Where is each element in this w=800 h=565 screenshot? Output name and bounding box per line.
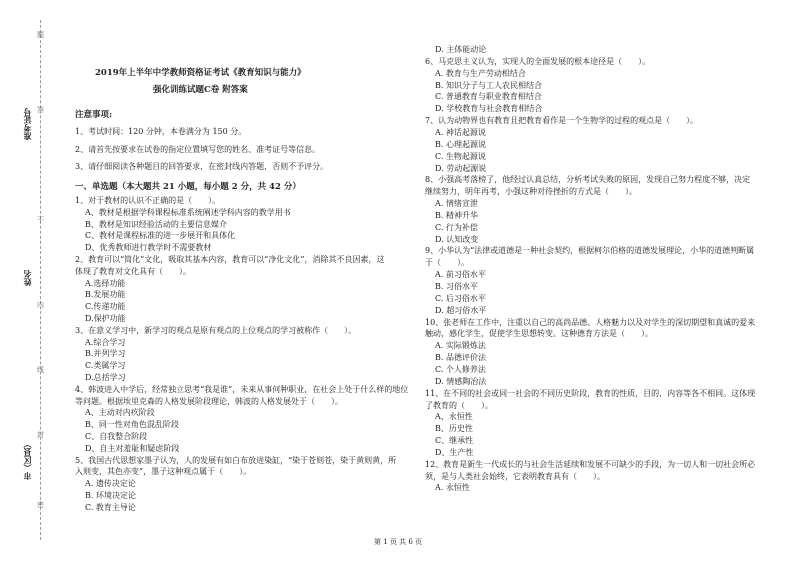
notice-item: 1、考试时间：120 分钟，本卷满分为 150 分。 (75, 127, 247, 136)
question-text: 5、我国古代思想家墨子认为，人的发展有如白布放进染缸，“染于苍则苍，染于黄则黄，所 (75, 455, 397, 465)
seal-char: 线 (37, 366, 44, 374)
answer-option: B. 习俗水平 (435, 282, 478, 291)
question-text: 等问题。根据埃里克森的人格发展阶段理论，韩波的人格发展处于（ ）。 (75, 396, 343, 406)
question-text: 3、在意义学习中，新学习的观点是原有观点的上位观点的学习被称作（ ）。 (75, 325, 357, 335)
seal-char: 封 (37, 431, 44, 439)
question-text: 入则变，其色亦变”，墨子这种观点属于（ ）。 (75, 467, 252, 477)
question-text: 1、对于教材的认识不正确的是（ ）。 (75, 196, 221, 205)
answer-option: A. 情绪宣泄 (435, 199, 478, 209)
page-subtitle: 强化训练试题C卷 附答案 (153, 85, 248, 95)
answer-option: A. 实际锻炼法 (435, 341, 486, 351)
name-label: 姓名 (23, 270, 32, 286)
question-text: 11、在不同的社会或同一社会的不同历史阶段，教育的性质，目的，内容等各不相同。这体现 (425, 388, 756, 398)
answer-option: A. 教育与生产劳动相结合 (435, 68, 526, 78)
answer-option: D.保护功能 (85, 314, 126, 323)
answer-option: B、历史性 (435, 424, 473, 434)
question-text: 触动，感化学生，促使学生思想转变。这种德育方法是（ ）。 (425, 329, 653, 339)
answer-option: A、主动对内疚阶段 (85, 408, 155, 418)
answer-option: D. 主体能动论 (435, 45, 487, 54)
answer-option: C. 普通教育与职业教育相结合 (435, 92, 542, 102)
question-text: 于（ ）。 (425, 258, 469, 268)
answer-option: B. 精神升华 (435, 210, 478, 220)
section-heading: 一、单选题（本大题共 21 小题，每小题 2 分，共 42 分） (75, 182, 301, 192)
page-number: 第 1 页 共 6 页 (374, 538, 423, 546)
exam-number-label: 准考证号 (23, 108, 32, 140)
question-text: 2、教育可以“简化”文化，吸取其基本内容，教育可以“净化文化”，消除其不良因素，这 (75, 255, 385, 264)
answer-option: A. 遗传决定论 (85, 479, 136, 489)
notice-heading: 注意事项: (75, 110, 113, 120)
answer-option: A. 永恒性 (435, 483, 470, 493)
answer-option: C. 个人修养法 (435, 364, 486, 374)
answer-option: A.综合学习 (85, 337, 126, 347)
answer-option: C. 生物起源说 (435, 151, 486, 161)
seal-char: 密 (37, 501, 44, 509)
answer-option: D. 学校教育与社会教育相结合 (435, 104, 543, 114)
question-text: 6、马克思主义认为，实现人的全面发展的根本途径是（ ）。 (425, 56, 651, 66)
question-text: 4、韩波进入中学后，经常独立思考“我是谁”，未来从事何种职业，在社会上处于什么样的地位 (75, 384, 409, 394)
seal-char: 内 (37, 301, 44, 309)
answer-option: D.总括学习 (85, 373, 126, 382)
answer-option: B、教材是知识经验活动的主要信息媒介 (85, 219, 227, 229)
answer-option: D、自主对羞耻和疑虑阶段 (85, 443, 180, 453)
question-text: 9、小华认为“法律或道德是一种社会契约，根据柯尔伯格的道德发展理论，小华的道德判断属 (425, 246, 755, 256)
answer-option: D、生产性 (435, 447, 474, 457)
answer-option: D. 情感陶冶法 (435, 376, 487, 386)
question-text: 体现了教育对文化具有（ ）。 (75, 266, 191, 276)
answer-option: B.发展功能 (85, 290, 126, 300)
answer-option: A.选择功能 (85, 278, 126, 288)
answer-option: D. 超习俗水平 (435, 305, 487, 315)
answer-option: A、永恒性 (435, 412, 473, 422)
answer-option: C. 行为补偿 (435, 222, 478, 232)
notice-item: 2、请首先按要求在试卷的指定位置填写您的姓名、准考证号等信息。 (75, 145, 321, 154)
answer-option: A. 神话起源说 (435, 127, 486, 137)
answer-option: B、同一性对角色混乱阶段 (85, 420, 179, 430)
question-text: 12、教育是新生一代成长的与社会生活延续和发展不可缺少的手段，为一切人和一切社会所必 (425, 459, 756, 469)
answer-option: B.并列学习 (85, 349, 126, 359)
seal-char: 不 (37, 216, 44, 224)
question-text: 了教育的（ ）。 (425, 400, 493, 410)
question-text: 须，是与人类社会始终，它表明教育具有（ ）。 (425, 471, 605, 481)
seal-line (40, 20, 41, 540)
question-text: 继续努力，明年再考，小强这种对待挫折的方式是（ ）。 (425, 187, 637, 197)
answer-option: A. 前习俗水平 (435, 270, 486, 280)
answer-option: B. 心理起源说 (435, 139, 486, 149)
answer-option: D、优秀教师进行教学时不需要教材 (85, 243, 212, 253)
district-label: 市（区县） (23, 440, 32, 480)
page-title: 2019年上半年中学教师资格证考试《教育知识与能力》 (95, 68, 306, 78)
answer-option: C. 后习俗水平 (435, 293, 486, 303)
answer-option: B. 品德评价法 (435, 353, 486, 363)
answer-option: C.类属学习 (85, 361, 126, 371)
question-text: 8、小强高考落榜了，他经过认真总结，分析考试失败的原因，发现自己努力程度不够，决定 (425, 175, 751, 185)
seal-char: 答 (37, 106, 44, 114)
answer-option: C、教材是课程标准的进一步展开和具体化 (85, 231, 236, 241)
answer-option: C、继承性 (435, 436, 474, 446)
notice-item: 3、请仔细阅读各种题目的回答要求，在密封线内答题，否则不予评分。 (75, 162, 329, 171)
question-text: 10、张老师在工作中，注重以自己的高尚品德、人格魅力以及对学生的深切期望和真诚的爱来 (425, 317, 756, 327)
answer-option: A、教材是根据学科课程标准系统阐述学科内容的教学用书 (85, 207, 291, 217)
answer-option: B. 知识分子与工人农民相结合 (435, 80, 542, 90)
answer-option: D. 劳动起源说 (435, 163, 487, 173)
answer-option: C. 教育主导论 (85, 502, 136, 512)
seal-char: 题 (37, 31, 44, 39)
question-text: 7、认为动物界也有教育且把教育看作是一个生物学的过程的观点是（ ）。 (425, 116, 699, 126)
answer-option: C、自我整合阶段 (85, 432, 148, 441)
answer-option: C.传递功能 (85, 302, 126, 312)
answer-option: B. 环境决定论 (85, 491, 136, 500)
answer-option: D. 认知改变 (435, 234, 479, 244)
